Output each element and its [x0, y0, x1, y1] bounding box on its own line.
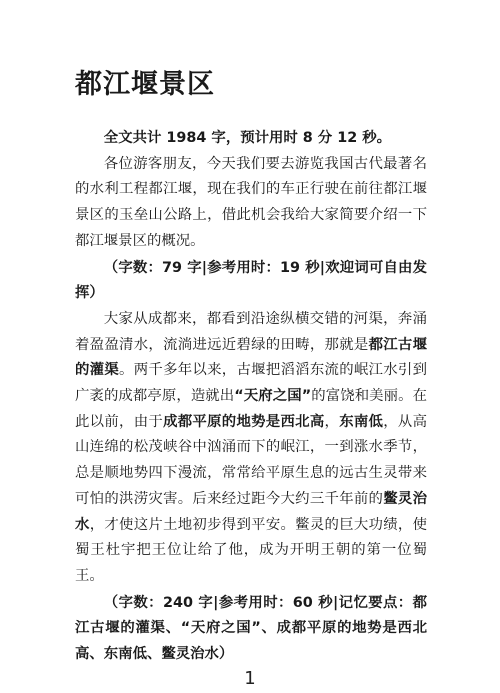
key-point: 成都平原的地势是西北高	[163, 413, 325, 430]
word-count-note: （字数：79 字|参考用时：19 秒|欢迎词可自由发挥）	[75, 259, 427, 302]
document-body	[75, 126, 427, 668]
key-point: “天府之国”	[234, 388, 312, 405]
key-point: 都江古堰的灌渠	[75, 336, 427, 379]
page-number: 1	[244, 668, 256, 689]
stats-line: 全文共计 1984 字，预计用时 8 分 12 秒。	[103, 130, 392, 146]
paragraph-text: ，才使这片土地初步得到平安。鳖灵的巨大功绩，使蜀王杜宇把王位让给了他，成为开明王朝的第一位蜀王。	[75, 516, 427, 584]
paragraph-text: ，	[324, 413, 340, 430]
paragraph-text: 。两千多年以来，古堰把滔滔东流的岷江水引到广袤的成都亭原，造就出	[75, 362, 427, 405]
page-title: 都江堰景区	[75, 69, 215, 100]
paragraph-text: 的富饶和美丽。在此以前，由于	[75, 388, 427, 430]
memory-points-note: （字数：240 字|参考用时：60 秒|记忆要点：都江古堰的灌渠、“天府之国”、成都平原的地势是西北高、东南低、鳖灵治水）	[75, 594, 427, 663]
paragraph-text: 大家从成都来，都看到沿途纵横交错的河渠，奔涌着盈盈清水，流淌进远近碧绿的田畴，那就是	[75, 310, 427, 353]
paragraph-text: ，从高山连绵的松茂峡谷中汹涌而下的岷江，一到涨水季节，总是顺地势四下漫流，常常给平原生息的远古生灵带来可怕的洪涝灾害。后来经过距今大约三千年前的	[75, 413, 427, 507]
key-point: 鳖灵治水	[75, 490, 427, 533]
paragraph-intro	[75, 152, 427, 255]
paragraph-history	[75, 307, 427, 590]
paragraph-text: 各位游客朋友，今天我们要去游览我国古代最著名的水利工程都江堰，现在我们的车正行驶在前往都江堰景区的玉垒山公路上，借此机会我给大家简要介绍一下都江堰景区的概况。	[75, 155, 427, 249]
key-point: 东南低	[339, 413, 384, 430]
